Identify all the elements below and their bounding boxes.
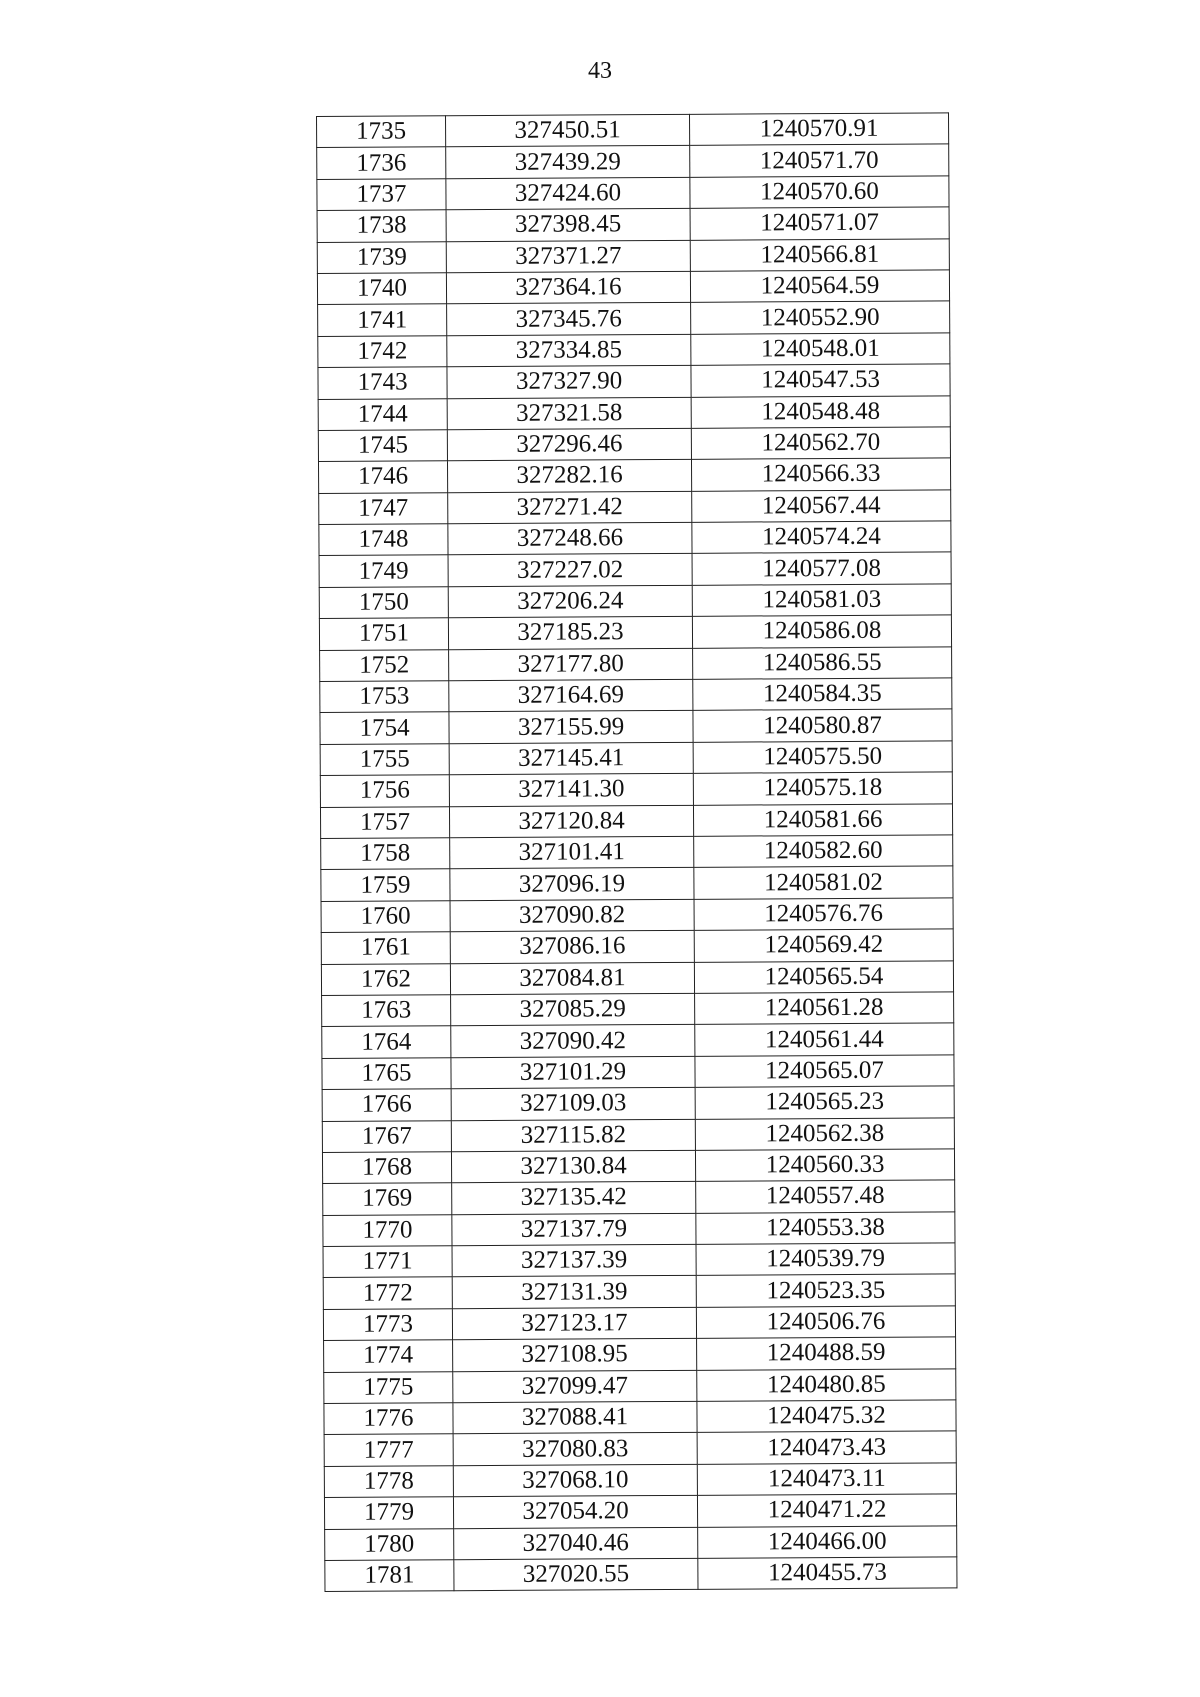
point-number-cell: 1773 [323, 1309, 452, 1341]
table-row [323, 1243, 955, 1278]
x-coordinate-cell: 327450.51 [446, 114, 690, 147]
y-coordinate-cell: 1240557.48 [696, 1180, 955, 1213]
table-row [318, 333, 950, 368]
x-coordinate-cell: 327398.45 [446, 209, 690, 242]
x-coordinate-cell: 327227.02 [448, 554, 692, 587]
y-coordinate-cell: 1240571.70 [690, 144, 949, 177]
table-row [320, 803, 952, 838]
table-row [322, 1086, 954, 1121]
point-number-cell: 1751 [319, 618, 448, 650]
x-coordinate-cell: 327115.82 [451, 1119, 695, 1152]
y-coordinate-cell: 1240576.76 [694, 898, 953, 931]
x-coordinate-cell: 327439.29 [446, 146, 690, 179]
point-number-cell: 1760 [321, 901, 450, 933]
y-coordinate-cell: 1240562.38 [695, 1117, 954, 1150]
y-coordinate-cell: 1240566.81 [690, 238, 949, 271]
x-coordinate-cell: 327327.90 [447, 365, 691, 398]
y-coordinate-cell: 1240475.32 [697, 1400, 956, 1433]
table-row [320, 646, 952, 681]
table-row [321, 835, 953, 870]
point-number-cell: 1769 [323, 1183, 452, 1215]
x-coordinate-cell: 327155.99 [449, 711, 693, 744]
table-row [318, 395, 950, 430]
x-coordinate-cell: 327334.85 [447, 334, 691, 367]
x-coordinate-cell: 327090.82 [450, 899, 694, 932]
y-coordinate-cell: 1240570.91 [689, 113, 948, 146]
point-number-cell: 1755 [320, 744, 449, 776]
x-coordinate-cell: 327206.24 [448, 585, 692, 618]
x-coordinate-cell: 327424.60 [446, 177, 690, 210]
point-number-cell: 1757 [320, 806, 449, 838]
y-coordinate-cell: 1240565.23 [695, 1086, 954, 1119]
x-coordinate-cell: 327109.03 [451, 1087, 695, 1120]
y-coordinate-cell: 1240561.28 [695, 992, 954, 1025]
point-number-cell: 1779 [324, 1497, 453, 1529]
y-coordinate-cell: 1240586.55 [693, 646, 952, 679]
y-coordinate-cell: 1240581.03 [692, 584, 951, 617]
table-row [320, 741, 952, 776]
table-row [324, 1368, 956, 1403]
y-coordinate-cell: 1240552.90 [691, 301, 950, 334]
x-coordinate-cell: 327145.41 [449, 742, 693, 775]
y-coordinate-cell: 1240488.59 [697, 1337, 956, 1370]
table-row [325, 1557, 957, 1592]
table-row [317, 207, 949, 242]
x-coordinate-cell: 327099.47 [453, 1370, 697, 1403]
y-coordinate-cell: 1240584.35 [693, 678, 952, 711]
point-number-cell: 1762 [321, 963, 450, 995]
table-row [322, 1149, 954, 1184]
table-row [317, 270, 949, 305]
x-coordinate-cell: 327080.83 [453, 1433, 697, 1466]
y-coordinate-cell: 1240480.85 [697, 1368, 956, 1401]
point-number-cell: 1735 [317, 116, 446, 148]
y-coordinate-cell: 1240553.38 [696, 1212, 955, 1245]
table-row [319, 615, 951, 650]
y-coordinate-cell: 1240564.59 [690, 270, 949, 303]
y-coordinate-cell: 1240548.01 [691, 333, 950, 366]
x-coordinate-cell: 327164.69 [449, 679, 693, 712]
x-coordinate-cell: 327120.84 [449, 805, 693, 838]
point-number-cell: 1753 [320, 681, 449, 713]
point-number-cell: 1738 [317, 210, 446, 242]
x-coordinate-cell: 327123.17 [452, 1307, 696, 1340]
table-row [322, 1023, 954, 1058]
table-row [323, 1274, 955, 1309]
point-number-cell: 1777 [324, 1434, 453, 1466]
y-coordinate-cell: 1240548.48 [691, 395, 950, 428]
point-number-cell: 1770 [323, 1214, 452, 1246]
y-coordinate-cell: 1240473.43 [697, 1431, 956, 1464]
y-coordinate-cell: 1240575.18 [693, 772, 952, 805]
point-number-cell: 1780 [325, 1528, 454, 1560]
table-row [324, 1463, 956, 1498]
table-row [317, 238, 949, 273]
point-number-cell: 1741 [318, 304, 447, 336]
x-coordinate-cell: 327096.19 [450, 868, 694, 901]
table-row [320, 709, 952, 744]
x-coordinate-cell: 327131.39 [452, 1276, 696, 1309]
point-number-cell: 1775 [324, 1371, 453, 1403]
y-coordinate-cell: 1240582.60 [694, 835, 953, 868]
point-number-cell: 1765 [322, 1057, 451, 1089]
point-number-cell: 1761 [321, 932, 450, 964]
y-coordinate-cell: 1240581.02 [694, 866, 953, 899]
y-coordinate-cell: 1240574.24 [692, 521, 951, 554]
x-coordinate-cell: 327020.55 [454, 1558, 698, 1591]
coordinate-table-body [317, 113, 957, 1592]
table-row [321, 960, 953, 995]
x-coordinate-cell: 327271.42 [448, 491, 692, 524]
point-number-cell: 1739 [317, 241, 446, 273]
table-row [321, 898, 953, 933]
point-number-cell: 1746 [318, 461, 447, 493]
table-row [317, 113, 949, 148]
point-number-cell: 1742 [318, 335, 447, 367]
y-coordinate-cell: 1240561.44 [695, 1023, 954, 1056]
x-coordinate-cell: 327137.39 [452, 1244, 696, 1277]
table-row [321, 866, 953, 901]
x-coordinate-cell: 327282.16 [447, 460, 691, 493]
point-number-cell: 1736 [317, 147, 446, 179]
point-number-cell: 1774 [324, 1340, 453, 1372]
y-coordinate-cell: 1240566.33 [691, 458, 950, 491]
x-coordinate-cell: 327371.27 [446, 240, 690, 273]
point-number-cell: 1763 [322, 995, 451, 1027]
table-row [318, 301, 950, 336]
x-coordinate-cell: 327088.41 [453, 1401, 697, 1434]
table-row [319, 490, 951, 525]
x-coordinate-cell: 327296.46 [447, 428, 691, 461]
y-coordinate-cell: 1240565.07 [695, 1055, 954, 1088]
page-number: 43 [588, 58, 612, 84]
point-number-cell: 1743 [318, 367, 447, 399]
y-coordinate-cell: 1240581.66 [693, 803, 952, 836]
y-coordinate-cell: 1240575.50 [693, 741, 952, 774]
point-number-cell: 1759 [321, 869, 450, 901]
x-coordinate-cell: 327137.79 [452, 1213, 696, 1246]
table-row [323, 1306, 955, 1341]
x-coordinate-cell: 327141.30 [449, 774, 693, 807]
table-row [318, 364, 950, 399]
x-coordinate-cell: 327085.29 [451, 993, 695, 1026]
table-row [317, 176, 949, 211]
point-number-cell: 1749 [319, 555, 448, 587]
table-row [318, 458, 950, 493]
table-row [324, 1400, 956, 1435]
table-row [323, 1180, 955, 1215]
point-number-cell: 1771 [323, 1246, 452, 1278]
point-number-cell: 1740 [317, 273, 446, 305]
point-number-cell: 1752 [320, 649, 449, 681]
x-coordinate-cell: 327101.41 [450, 836, 694, 869]
table-row [322, 1055, 954, 1090]
x-coordinate-cell: 327321.58 [447, 397, 691, 430]
y-coordinate-cell: 1240571.07 [690, 207, 949, 240]
table-row [320, 772, 952, 807]
x-coordinate-cell: 327248.66 [448, 522, 692, 555]
x-coordinate-cell: 327101.29 [451, 1056, 695, 1089]
x-coordinate-cell: 327345.76 [447, 303, 691, 336]
table-row [324, 1337, 956, 1372]
point-number-cell: 1747 [319, 492, 448, 524]
table-row [324, 1494, 956, 1529]
point-number-cell: 1764 [322, 1026, 451, 1058]
y-coordinate-cell: 1240506.76 [696, 1306, 955, 1339]
point-number-cell: 1781 [325, 1560, 454, 1592]
point-number-cell: 1744 [318, 398, 447, 430]
x-coordinate-cell: 327090.42 [451, 1025, 695, 1058]
y-coordinate-cell: 1240580.87 [693, 709, 952, 742]
y-coordinate-cell: 1240471.22 [697, 1494, 956, 1527]
y-coordinate-cell: 1240560.33 [695, 1149, 954, 1182]
x-coordinate-cell: 327084.81 [450, 962, 694, 995]
point-number-cell: 1756 [320, 775, 449, 807]
point-number-cell: 1772 [323, 1277, 452, 1309]
table-row [322, 992, 954, 1027]
table-row [325, 1525, 957, 1560]
y-coordinate-cell: 1240547.53 [691, 364, 950, 397]
x-coordinate-cell: 327177.80 [449, 648, 693, 681]
table-row [320, 678, 952, 713]
y-coordinate-cell: 1240562.70 [691, 427, 950, 460]
point-number-cell: 1778 [324, 1466, 453, 1498]
table-row [317, 144, 949, 179]
x-coordinate-cell: 327068.10 [453, 1464, 697, 1497]
point-number-cell: 1776 [324, 1403, 453, 1435]
y-coordinate-cell: 1240567.44 [692, 490, 951, 523]
table-row [319, 552, 951, 587]
point-number-cell: 1745 [318, 430, 447, 462]
y-coordinate-cell: 1240565.54 [694, 960, 953, 993]
table-row [324, 1431, 956, 1466]
coordinate-table [316, 112, 957, 1592]
point-number-cell: 1750 [319, 587, 448, 619]
x-coordinate-cell: 327086.16 [450, 930, 694, 963]
point-number-cell: 1766 [322, 1089, 451, 1121]
table-row [319, 521, 951, 556]
point-number-cell: 1737 [317, 179, 446, 211]
table-row [322, 1117, 954, 1152]
point-number-cell: 1758 [321, 838, 450, 870]
y-coordinate-cell: 1240455.73 [698, 1557, 957, 1590]
x-coordinate-cell: 327040.46 [454, 1527, 698, 1560]
y-coordinate-cell: 1240539.79 [696, 1243, 955, 1276]
table-row [323, 1212, 955, 1247]
y-coordinate-cell: 1240586.08 [692, 615, 951, 648]
point-number-cell: 1767 [322, 1120, 451, 1152]
y-coordinate-cell: 1240473.11 [697, 1463, 956, 1496]
table-row [319, 584, 951, 619]
x-coordinate-cell: 327108.95 [453, 1339, 697, 1372]
x-coordinate-cell: 327185.23 [448, 617, 692, 650]
table-row [318, 427, 950, 462]
point-number-cell: 1768 [322, 1152, 451, 1184]
y-coordinate-cell: 1240523.35 [696, 1274, 955, 1307]
x-coordinate-cell: 327364.16 [446, 271, 690, 304]
x-coordinate-cell: 327130.84 [451, 1150, 695, 1183]
y-coordinate-cell: 1240570.60 [690, 176, 949, 209]
y-coordinate-cell: 1240577.08 [692, 552, 951, 585]
point-number-cell: 1748 [319, 524, 448, 556]
y-coordinate-cell: 1240466.00 [698, 1525, 957, 1558]
table-row [321, 929, 953, 964]
x-coordinate-cell: 327135.42 [452, 1182, 696, 1215]
point-number-cell: 1754 [320, 712, 449, 744]
y-coordinate-cell: 1240569.42 [694, 929, 953, 962]
x-coordinate-cell: 327054.20 [453, 1496, 697, 1529]
